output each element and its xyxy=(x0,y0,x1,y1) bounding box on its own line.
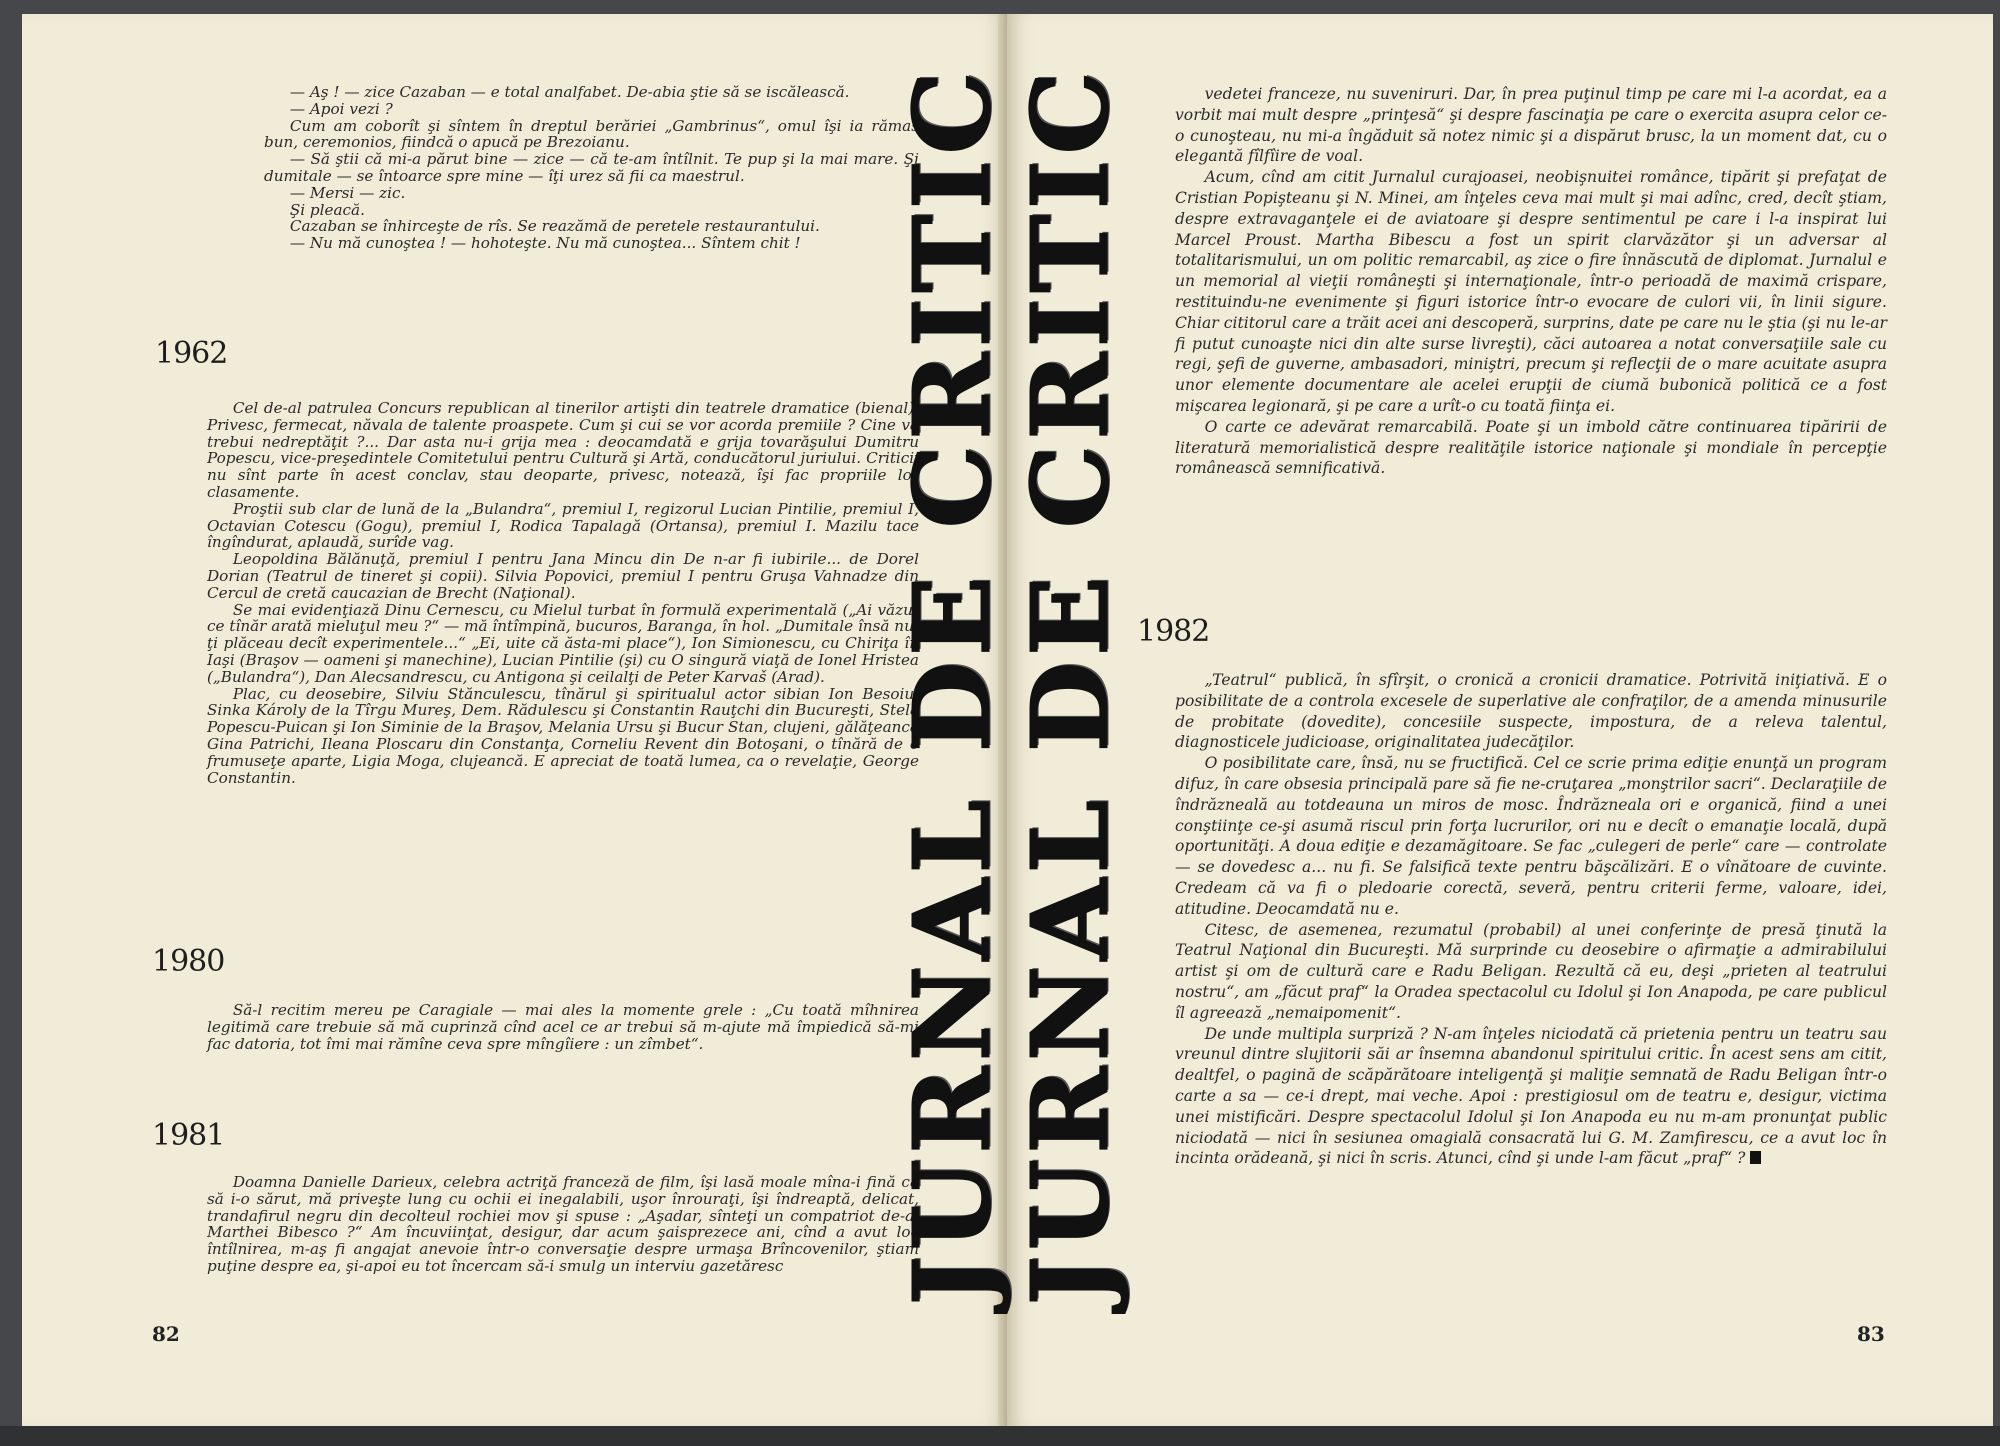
banner-title-left: JURNAL DE CRITIC xyxy=(890,65,1014,1305)
paragraph: „Teatrul“ publică, în sfîrşit, o cronică a cronicii dramatice. Potrivită iniţiativă. E o posibilitate de a controla excesele de superlative ale confraţilor, de a amenda minusurile de probitate (dovedite), concesiile suspecte, impostura, de a releva talentul, diagnosticele judicioase, originalitatea judecăţilor. xyxy=(1175,671,1887,752)
paragraph: Doamna Danielle Darieux, celebra actriţă franceză de film, îşi lasă moale mîna-i fină ca să i-o sărut, mă priveşte lung cu ochii ei inegalabili, uşor înrouraţi, îşi îndreaptă, delicat, trandafirul negru din decolteul rochiei mov şi spuse : „Aşadar, sînteţi un compatriot de-al Marthei Bibesco ?“ Am încuviinţat, desigur, dar acum şaisprezece ani, cînd a avut loc întîlnirea, m-aş fi angajat anevoie într-o conversaţie despre urmaşa Brîncovenilor, ştiam puţine despre ea, şi-apoi eu tot încercam să-i smulg un interviu gazetăresc xyxy=(207,1173,919,1275)
left-1980-block xyxy=(207,1002,919,1052)
paragraph: Acum, cînd am citit Jurnalul curajoasei, neobişnuitei românce, tipărit şi prefaţat de Cristian Popişteanu şi N. Minei, am înţeles ceva mai mult şi mai adînc, cred, decît ştiam, despre extravaganţele ei de aviatoare şi despre sentimentul pe care i l-a inspirat lui Marcel Proust. Martha Bibescu a fost un spirit clarvăzător şi un adversar al totalitarismului, un om politic remarcabil, aş zice o fire înnăscută de diplomat. Jurnalul e un memorial al vieţii româneşti şi internaţionale, într-o perioadă de maximă crispare, restituindu-ne evenimente şi figuri istorice într-o evocare de culori vii, în linii sigure. Chiar cititorul care a trăit acei ani descoperă, surprins, date pe care nu le ştia (şi nu le-ar fi putut cunoaşte nici din alte surse livreşti), căci autoarea a notat conversaţiile sale cu regi, şefi de guverne, ambasadori, miniştri, precum şi reflecţii de o mare acuitate asupra unor elemente documentare ale acelei erupţii de ciumă bubonică politică ce a fost mişcarea legionară, şi pe care a urît-o cu toată fiinţa ei. xyxy=(1175,168,1887,415)
paragraph-text: De unde multipla surpriză ? N-am înţeles niciodată că prietenia pentru un teatru sau vreunul dintre slujitorii săi ar însemna abandonul spiritului critic. În acest sens am citit, dealtfel, o pagină de scăpărătoare inteligenţă şi maliţie semnată de Radu Beligan într-o carte a sa — ce-i drept, mai veche. Apoi : prestigiosul om de teatru e, desigur, victima unei mistificări. Despre spectacolul Idolul şi Ion Anapoda eu nu m-am pronunţat public niciodată — nici în sesiunea omagială consacrată lui G. M. Zamfirescu, ce a avut loc în incinta orădeană, şi nici în scris. Atunci, cînd şi unde l-am făcut „praf“ ? xyxy=(1175,1024,1887,1168)
paragraph: vedetei franceze, nu suveniruri. Dar, în prea puţinul timp pe care mi l-a acordat, ea a vorbit mai mult despre „prinţesă“ şi despre fascinaţia pe care o exercita asupra celor ce-o cunoşteau, nu mi-a îngăduit să notez nimic şi a dispărut brusc, la un moment dat, cu o elegantă fîlfîire de voal. xyxy=(1175,85,1887,166)
banner-left xyxy=(890,65,1014,1305)
paragraph: Leopoldina Bălănuţă, premiul I pentru Jana Mincu din De n-ar fi iubirile... de Dorel Dorian (Teatrul de tineret şi copii). Silvia Popovici, premiul I pentru Gruşa Vahnadze din Cercul de cretă caucazian de Brecht (Naţional). xyxy=(207,550,919,602)
paragraph: Cum am coborît şi sîntem în dreptul berăriei „Gambrinus“, omul îşi ia rămas bun, ceremonios, fiindcă o apucă pe Brezoianu. xyxy=(264,116,919,152)
year-heading-1962: 1962 xyxy=(155,336,228,371)
paragraph: — Apoi vezi ? xyxy=(289,99,393,118)
banner-right xyxy=(1008,65,1132,1305)
end-mark-icon xyxy=(1750,1151,1761,1164)
left-1962-block xyxy=(207,400,919,786)
paragraph: O carte ce adevărat remarcabilă. Poate şi un imbold către continuarea tipăririi de literatură memorialistică despre realităţile istorice naţionale şi mondiale în percepţie românească semnificativă. xyxy=(1175,417,1887,478)
right-intro-block xyxy=(1175,84,1887,479)
paragraph: — Să ştii că mi-a părut bine — zice — că te-am întîlnit. Te pup şi la mai mare. Şi dumitale — se întoarce spre mine — îţi urez să fii ca maestrul. xyxy=(264,150,919,185)
bottom-edge xyxy=(0,1426,2000,1446)
year-heading-1982: 1982 xyxy=(1137,614,1210,649)
paragraph: Proştii sub clar de lună de la „Bulandra“, premiul I, regizorul Lucian Pintilie, premiul I, Octavian Cotescu (Gogu), premiul I, Rodica Tapalagă (Ortansa), premiul I. Mazilu tace îngîndurat, aplaudă, surîde vag. xyxy=(207,499,919,552)
paragraph: Citesc, de asemenea, rezumatul (probabil) al unei conferinţe de presă ţinută la Teatrul Naţional din Bucureşti. Mă surprinde cu deosebire o afirmaţie a admirabilului artist şi om de cultură care e Radu Beligan. Rezultă că eu, deşi „prieten al teatrului nostru“, am „făcut praf“ la Oradea spectacolul cu Idolul şi Ion Anapoda, pe care publicul îl agreează „nemaipomenit“. xyxy=(1175,920,1887,1022)
paragraph: Se mai evidenţiază Dinu Cernescu, cu Mielul turbat în formulă experimentală („Ai văzut ce tînăr arată mieluţul meu ?“ — mă întîmpină, bucuros, Baranga, în hol. „Dumitale însă nu-ţi plăceau decît experimentele...“ „Ei, uite că ăsta-mi place“), Ion Simionescu, cu Chiriţa în Iaşi (Braşov — oameni şi manechine), Lucian Pintilie (şi) cu O singură viaţă de Ionel Hristea („Bulandra“), Dan Alecsandrescu, cu Antigona şi ceilalţi de Peter Karvaš (Arad). xyxy=(207,600,919,686)
paragraph: — Mersi — zic. xyxy=(289,183,406,202)
page-number-right: 83 xyxy=(1857,1322,1885,1346)
banner-title-right: JURNAL DE CRITIC xyxy=(1008,65,1132,1305)
year-heading-1980: 1980 xyxy=(152,944,225,979)
right-page xyxy=(1007,14,1993,1426)
paragraph: Să-l recitim mereu pe Caragiale — mai ales la momente grele : „Cu toată mîhnirea legitimă care trebuie să mă cuprinză cînd acel ce ar trebui să m-ajute mă împiedică să-mi fac datoria, tot îmi mai rămîne ceva spre mîngîiere : un zîmbet“. xyxy=(207,1001,919,1053)
paragraph: Şi pleacă. xyxy=(289,200,365,219)
paragraph xyxy=(1175,1024,1887,1170)
right-1982-block xyxy=(1175,670,1887,1169)
left-page xyxy=(22,14,1007,1426)
paragraph: O posibilitate care, însă, nu se fructifică. Cel ce scrie prima ediţie enunţă un program difuz, în care obsesia principală pare să fie ne-cruţarea „monştrilor sacri“. Declaraţiile de îndrăzneală au totdeauna un miros de mosc. Îndrăzneala ori e organică, fiind a unei conştiinţe ce-şi asumă riscul prin forţa lucrurilor, ori nu e decît o emanaţie locală, după oportunităţi. A doua ediţie e dezamăgitoare. Se fac „culegeri de perle“ care — controlate — se dovedesc a... nu fi. Se falsifică texte pentru băşcălizări. E o vînătoare de cuvinte. Credeam că va fi o pledoarie corectă, severă, pentru criterii ferme, valoare, idei, atitudine. Deocamdată nu e. xyxy=(1175,754,1887,918)
paragraph: — Aş ! — zice Cazaban — e total analfabet. De-abia ştie să se iscălească. xyxy=(289,83,850,101)
left-1981-block xyxy=(207,1174,919,1275)
paragraph: Cazaban se înhirceşte de rîs. Se reazămă de peretele restaurantului. xyxy=(289,217,820,236)
left-intro-block xyxy=(264,84,919,252)
year-heading-1981: 1981 xyxy=(152,1118,225,1153)
paragraph: Plac, cu deosebire, Silviu Stănculescu, tînărul şi spiritualul actor sibian Ion Besoiu, Sinka Károly de la Tîrgu Mureş, Dem. Rădulescu şi Constantin Rauţchi din Bucureşti, Stela Popescu-Puican şi Ion Siminie de la Braşov, Melania Ursu şi Bucur Stan, clujeni, gălăţeanca Gina Patrichi, Ileana Ploscaru din Constanţa, Corneliu Revent din Botoşani, o tînără de o frumuseţe aparte, Ligia Moga, clujeancă. E apreciat de toată lumea, ca o revelaţie, George Constantin. xyxy=(207,684,919,787)
paragraph: Cel de-al patrulea Concurs republican al tinerilor artişti din teatrele dramatice (bienal). Privesc, fermecat, năvala de talente proaspete. Cum şi cui se vor acorda premiile ? Cine va trebui nedreptăţit ?... Dar asta nu-i grija mea : deocamdată e grija tovarăşului Dumitru Popescu, vice-preşedintele Comitetului pentru Cultură şi Artă, conducătorul juriului. Criticii nu sînt parte în acest conclav, stau deoparte, privesc, notează, îşi fac propriile lor clasamente. xyxy=(207,399,919,501)
paragraph: — Nu mă cunoştea ! — hohoteşte. Nu mă cunoştea... Sîntem chit ! xyxy=(289,234,801,253)
page-number-left: 82 xyxy=(152,1322,180,1346)
